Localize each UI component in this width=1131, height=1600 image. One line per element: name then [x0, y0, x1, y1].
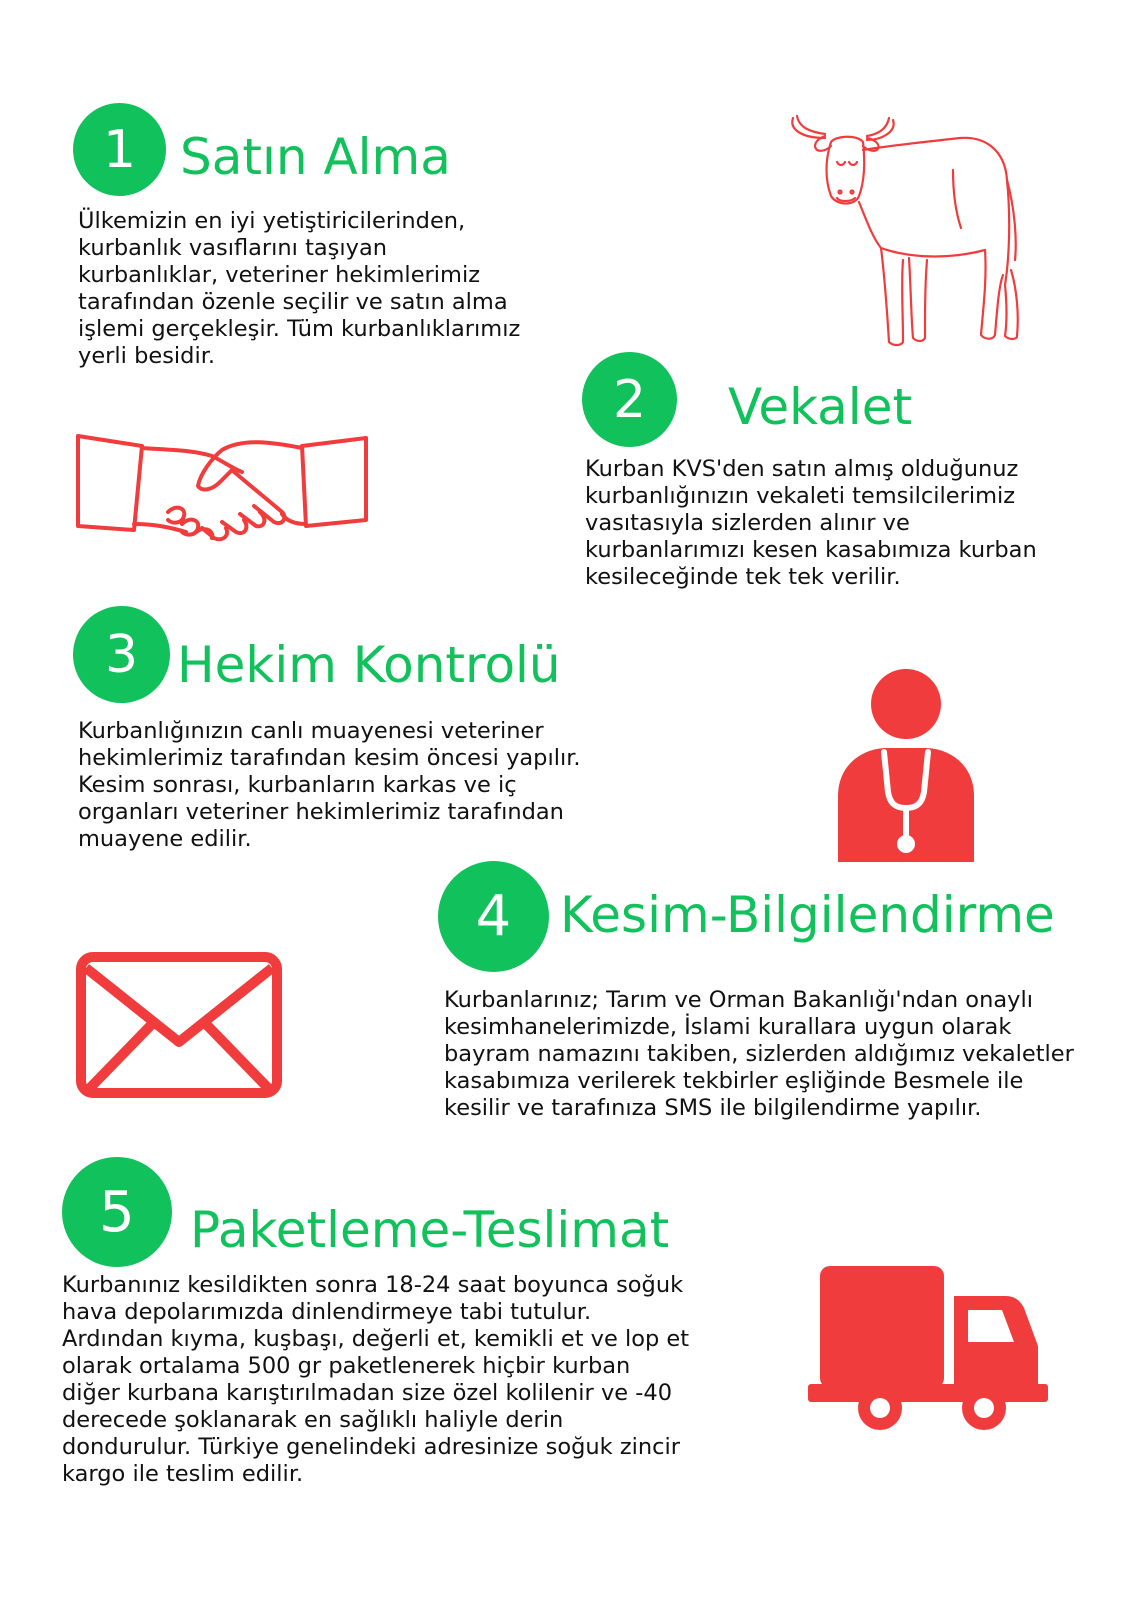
step-3-number: 3	[73, 606, 170, 703]
step-1-text: Ülkemizin en iyi yetiştiricilerinden, kurbanlık vasıflarını taşıyan kurbanlıklar, veteriner hekimlerimiz tarafından özenle seçilir ve satın alma işlemi gerçekleşir. Tüm kurbanlıklarımız yerli besidir.	[78, 208, 521, 369]
handshake-icon	[72, 428, 372, 548]
cow-icon	[785, 110, 1025, 360]
step-5-text: Kurbanınız kesildikten sonra 18-24 saat boyunca soğuk hava depolarımızda dinlendirmeye tabi tutulur. Ardından kıyma, kuşbaşı, değerli et, kemikli et ve lop et olarak ortalama 500 gr paketlenerek hiçbir kurban diğer kurbana karıştırılmadan size özel kolilenir ve -40 derecede şoklanarak en sağlıklı haliyle derin dondurulur. Türkiye genelindeki adresinize soğuk zincir kargo ile teslim edilir.	[62, 1272, 690, 1487]
step-5-number: 5	[62, 1157, 172, 1267]
step-4-title: Kesim-Bilgilendirme	[560, 886, 1055, 944]
step-5-title: Paketleme-Teslimat	[190, 1201, 670, 1259]
step-3-text: Kurbanlığınızın canlı muayenesi veteriner hekimlerimiz tarafından kesim öncesi yapılır. Kesim sonrası, kurbanların karkas ve iç organları veteriner hekimlerimiz tarafından muayene edilir.	[78, 718, 581, 852]
step-3-title: Hekim Kontrolü	[177, 636, 561, 694]
step-4-text: Kurbanlarınız; Tarım ve Orman Bakanlığı'ndan onaylı kesimhanelerimizde, İslami kurallara uygun olarak bayram namazını takiben, sizlerden aldığımız vekaletler kasabımıza verilerek tekbirler eşliğinde Besmele ile kesilir ve tarafınıza SMS ile bilgilendirme yapılır.	[444, 987, 1074, 1121]
step-2-number: 2	[582, 352, 677, 447]
step-2-title: Vekalet	[728, 378, 913, 436]
step-4-number: 4	[438, 861, 549, 972]
doctor-icon	[838, 668, 974, 862]
envelope-icon	[74, 950, 284, 1100]
step-2-text: Kurban KVS'den satın almış olduğunuz kurbanlığınızın vekaleti temsilcilerimiz vasıtasıyla sizlerden alınır ve kurbanlarımızı kesen kasabımıza kurban kesileceğinde tek tek verilir.	[585, 456, 1037, 590]
truck-icon	[808, 1266, 1048, 1432]
step-1-number: 1	[73, 103, 166, 196]
step-1-title: Satın Alma	[180, 128, 451, 186]
